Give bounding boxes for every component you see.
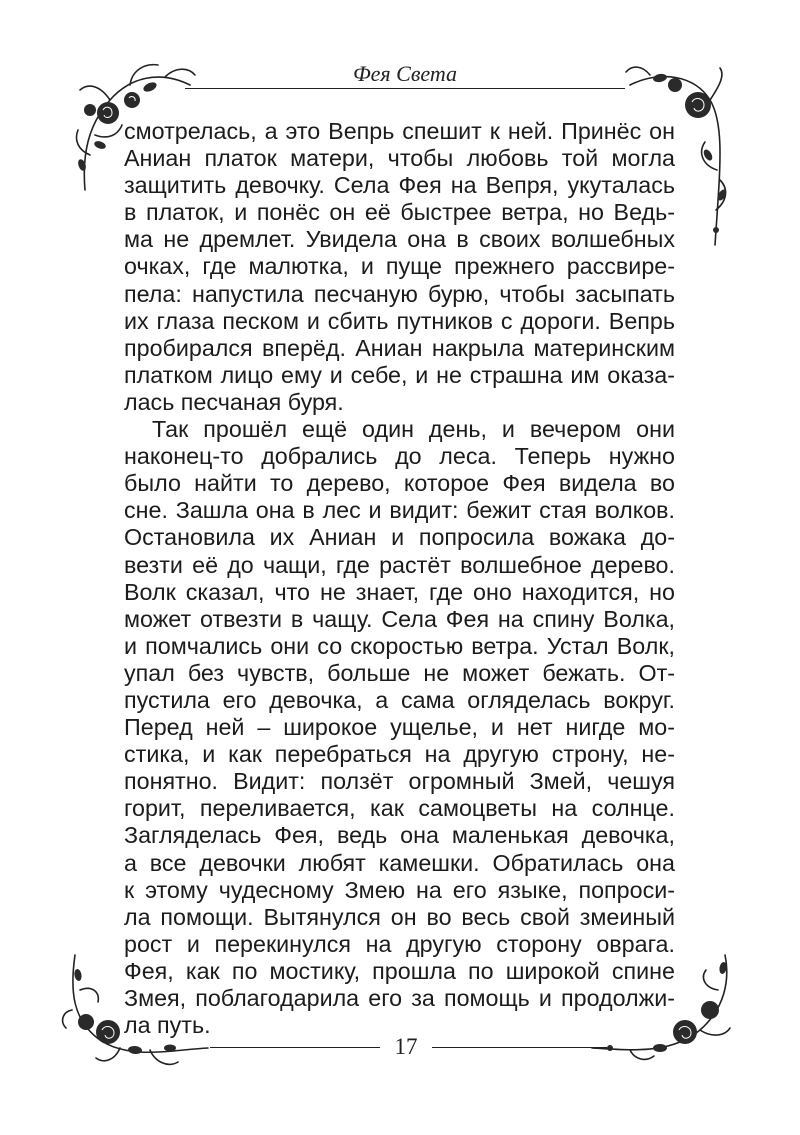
text-line: везти её до чащи, где растёт волшебное дерево.	[124, 551, 675, 578]
text-line: понятно. Видит: ползёт огромный Змей, чешуя	[124, 768, 675, 795]
header-rule	[185, 88, 625, 89]
text-line: Загляделась Фея, ведь она маленькая девочка,	[124, 822, 675, 849]
text-line: ла путь.	[124, 1012, 211, 1039]
text-line: горит, переливается, как самоцветы на солнце.	[124, 795, 675, 822]
text-line: пела: напустила песчаную бурю, чтобы засыпать	[124, 280, 675, 307]
text-line: было найти то дерево, которое Фея видела во	[124, 470, 675, 497]
text-line: к этому чудесному Змею на его языке, попроси-	[124, 876, 675, 903]
text-line: их глаза песком и сбить путников с дороги. Вепрь	[124, 307, 675, 334]
text-line: сне. Зашла она в лес и видит: бежит стая волков.	[124, 497, 675, 524]
text-line: наконец-то добрались до леса. Теперь нужно	[124, 443, 675, 470]
text-line: рост и перекинулся на другую сторону оврага.	[124, 930, 675, 957]
text-line: пробирался вперёд. Аниан накрыла материнским	[124, 334, 675, 361]
footer-rule-right	[432, 1047, 607, 1048]
text-line: Волк сказал, что не знает, где оно находится, но	[124, 578, 675, 605]
footer-rule-left	[210, 1047, 380, 1048]
text-line: упал без чувств, больше не может бежать. От-	[124, 659, 675, 686]
text-line: Фея, как по мостику, прошла по широкой спине	[124, 957, 675, 984]
text-line: может отвезти в чащу. Села Фея на спину Волка,	[124, 605, 675, 632]
body-text	[124, 118, 675, 1039]
text-line: а все девочки любят камешки. Обратилась она	[124, 849, 675, 876]
text-line: ма не дремлет. Увидела она в своих волшебных	[124, 226, 675, 253]
running-head-title: Фея Света	[352, 61, 458, 86]
text-line: пустила его девочка, а сама огляделась вокруг.	[124, 686, 675, 713]
page-number: 17	[394, 1034, 418, 1059]
text-line: ла помощи. Вытянулся он во весь свой змеиный	[124, 903, 675, 930]
text-line: Аниан платок матери, чтобы любовь той могла	[124, 145, 675, 172]
text-line: Так прошёл ещё один день, и вечером они	[152, 416, 675, 443]
text-line: в платок, и понёс он её быстрее ветра, но Ведь-	[124, 199, 675, 226]
text-line: лась песчаная буря.	[124, 388, 344, 415]
text-line: защитить девочку. Села Фея на Вепря, укуталась	[124, 172, 675, 199]
text-line: Перед ней – широкое ущелье, и нет нигде мо-	[124, 714, 675, 741]
text-line: и помчались они со скоростью ветра. Устал Волк,	[124, 632, 675, 659]
text-line: стика, и как перебраться на другую строну, не-	[124, 741, 675, 768]
text-line: смотрелась, а это Вепрь спешит к ней. Принёс он	[124, 118, 675, 144]
text-line: платком лицо ему и себе, и не страшна им оказа-	[124, 361, 675, 388]
text-line: Остановила их Аниан и попросила вожака до-	[124, 524, 675, 551]
text-line: очках, где малютка, и пуще прежнего рассвире-	[124, 253, 675, 280]
text-line: Змея, поблагодарила его за помощь и продолжи-	[124, 985, 675, 1011]
